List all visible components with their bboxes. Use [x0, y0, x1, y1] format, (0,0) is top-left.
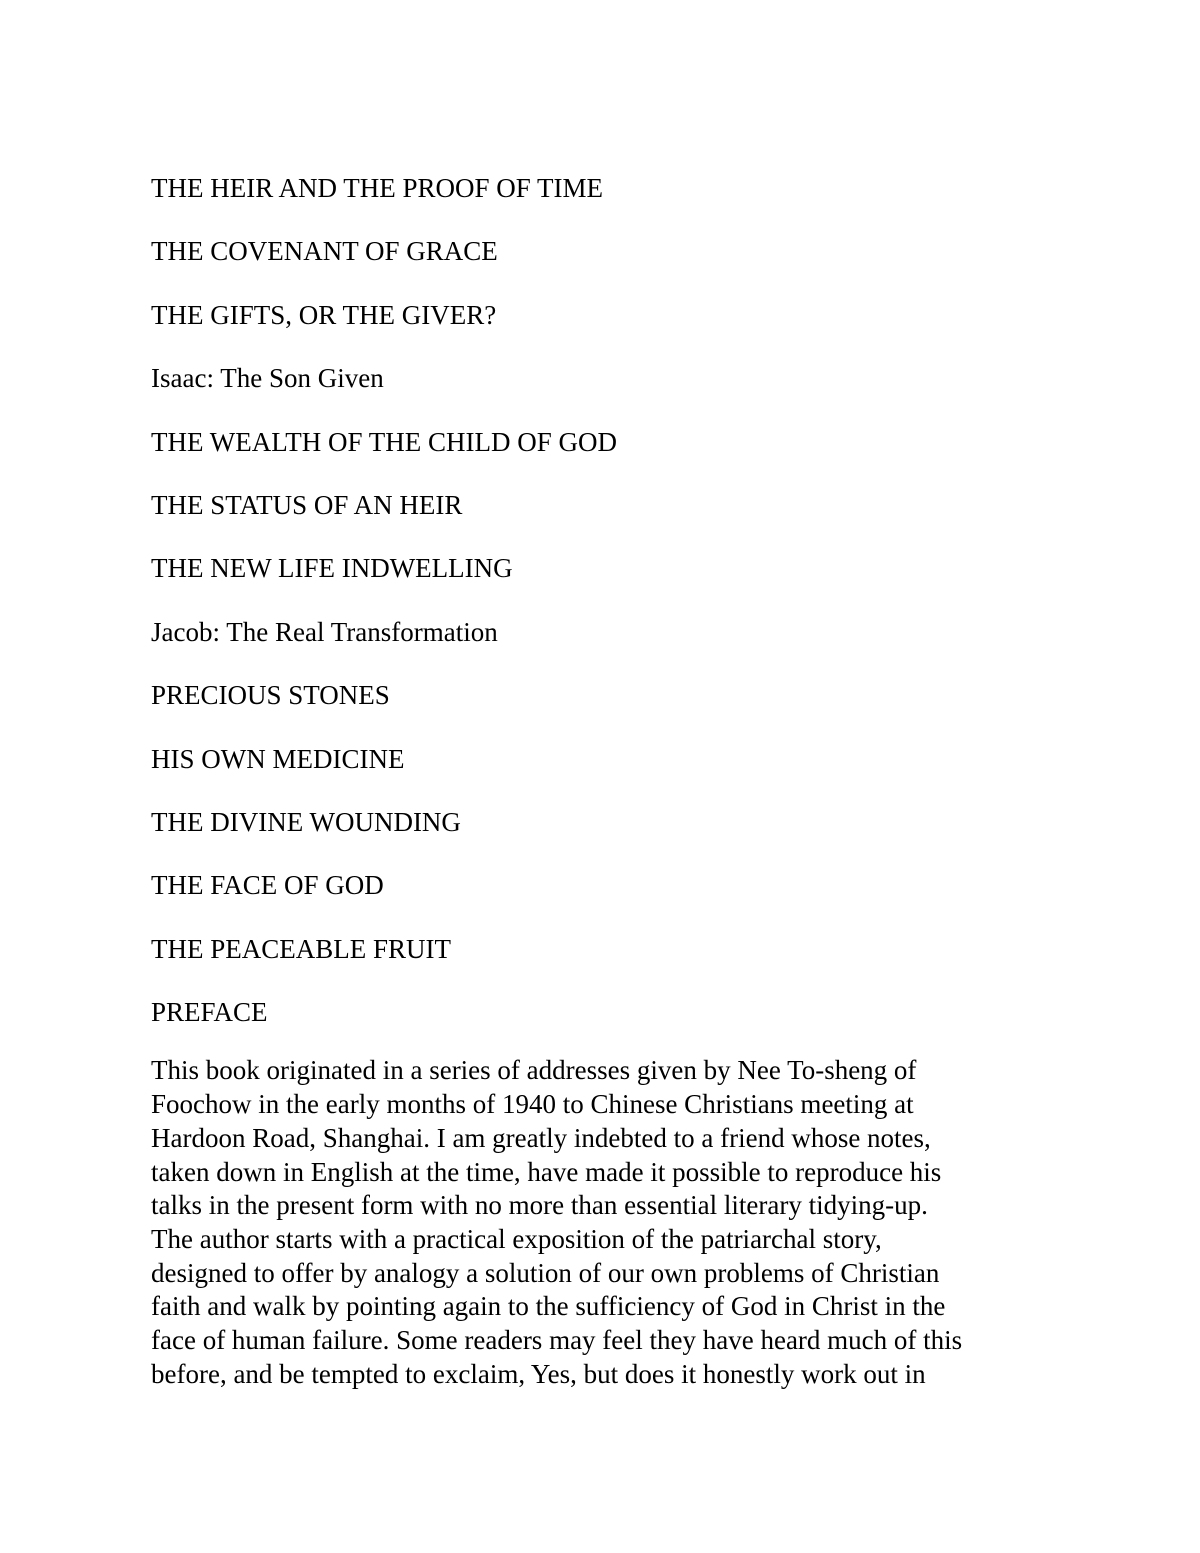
heading-jacob: Jacob: The Real Transformation [151, 616, 498, 647]
heading-face-of-god: THE FACE OF GOD [151, 870, 384, 901]
heading-precious-stones: PRECIOUS STONES [151, 680, 390, 711]
preface-paragraph: This book originated in a series of addresses given by Nee To-sheng of Foochow in the early months of 1940 to Chinese Christians meeting at Hardoon Road, Shanghai. I am greatly indebted to a friend whose notes, taken down in English at the time, have made it possible to reproduce his talks in the present form with no more than essential literary tidying-up. The author starts with a practical exposition of the patriarchal story, designed to offer by analogy a solution of our own problems of Christian faith and walk by pointing again to the sufficiency of God in Christ in the face of human failure. Some readers may feel they have heard much of this before, and be tempted to exclaim, Yes, but does it honestly work out in [151, 1055, 963, 1389]
document-page [151, 170, 1051, 1392]
heading-peaceable-fruit: THE PEACEABLE FRUIT [151, 933, 451, 964]
heading-divine-wounding: THE DIVINE WOUNDING [151, 806, 461, 837]
heading-his-own-medicine: HIS OWN MEDICINE [151, 743, 405, 774]
heading-isaac: Isaac: The Son Given [151, 363, 384, 394]
heading-covenant-of-grace: THE COVENANT OF GRACE [151, 236, 498, 267]
heading-wealth-of-child: THE WEALTH OF THE CHILD OF GOD [151, 426, 617, 457]
heading-status-of-heir: THE STATUS OF AN HEIR [151, 489, 463, 520]
heading-heir-proof-of-time: THE HEIR AND THE PROOF OF TIME [151, 173, 604, 203]
heading-new-life: THE NEW LIFE INDWELLING [151, 553, 513, 584]
heading-gifts-or-giver: THE GIFTS, OR THE GIVER? [151, 299, 497, 330]
heading-preface: PREFACE [151, 997, 268, 1028]
